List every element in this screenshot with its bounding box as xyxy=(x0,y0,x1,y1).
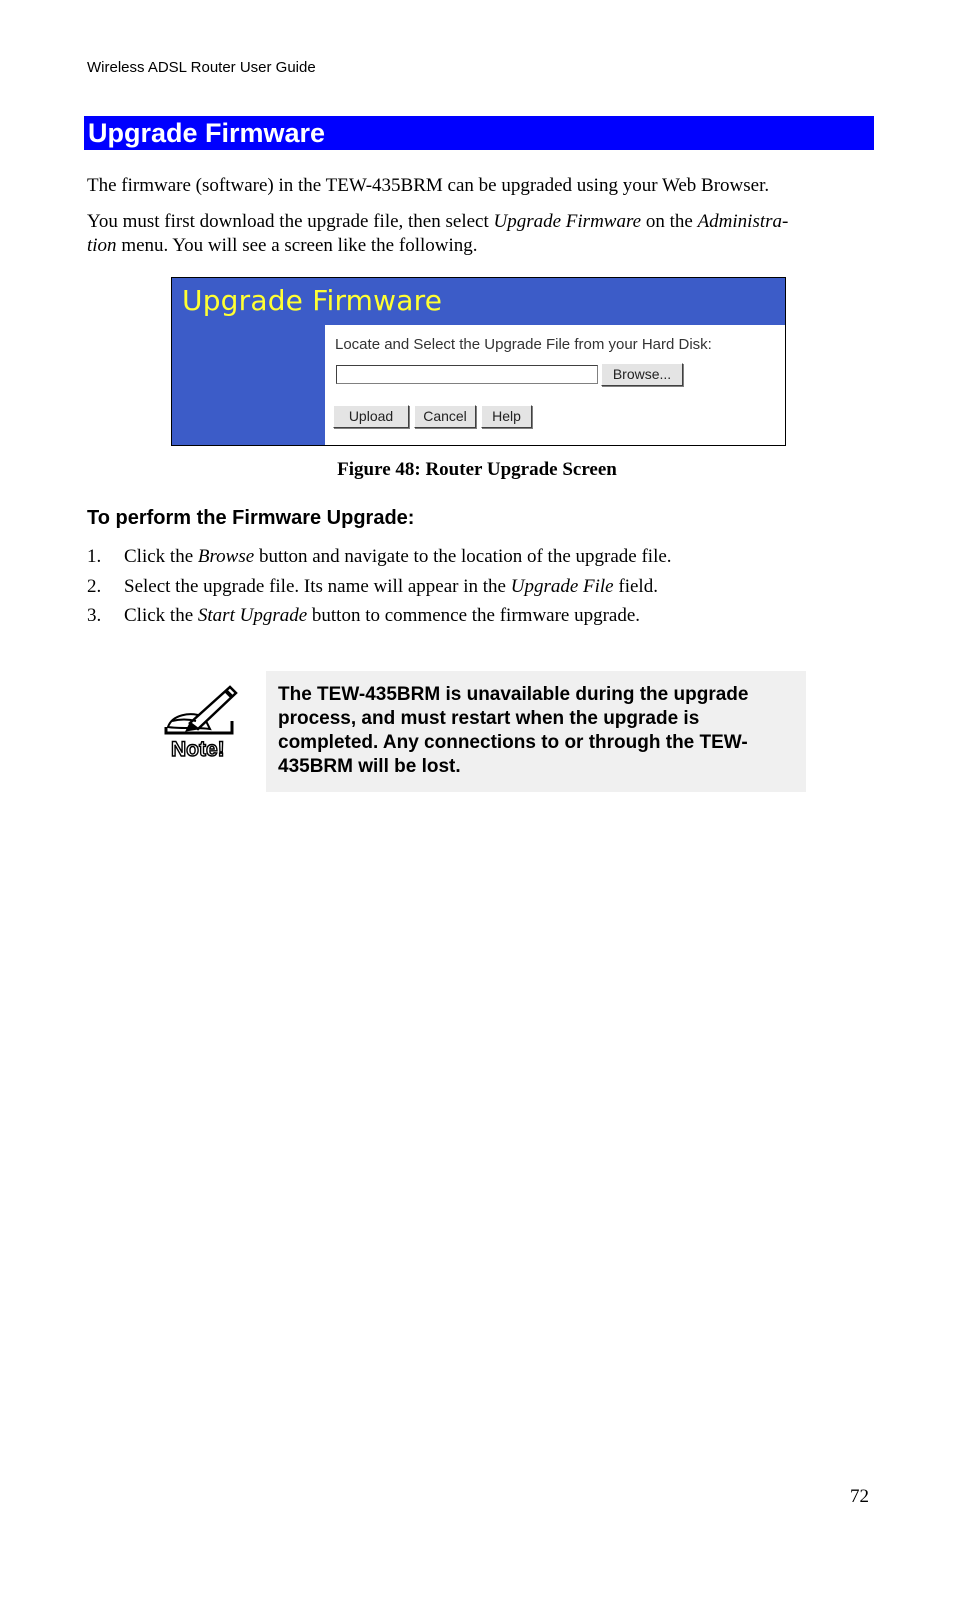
step-text-part: Select the upgrade file. Its name will appear in the xyxy=(124,576,511,597)
step-ui-term: Upgrade File xyxy=(510,576,614,597)
step-text-part: button and navigate to the location of the upgrade file. xyxy=(254,546,672,567)
intro-text: You must first download the upgrade file, then select xyxy=(87,211,494,232)
intro-text: on the xyxy=(641,211,698,232)
step-text xyxy=(124,575,658,599)
step-ui-term: Browse xyxy=(197,546,255,567)
note-icon-label: Note! xyxy=(171,738,225,761)
upgrade-screen-figure xyxy=(171,277,786,446)
figure-caption: Figure 48: Router Upgrade Screen xyxy=(337,459,617,480)
upgrade-file-label: Locate and Select the Upgrade File from your Hard Disk: xyxy=(335,336,712,353)
note-icon xyxy=(160,683,242,763)
help-button[interactable]: Help xyxy=(481,405,532,428)
page-number: 72 xyxy=(850,1486,869,1507)
note-box xyxy=(266,671,806,792)
section-title-bar xyxy=(84,116,874,150)
section-title: Upgrade Firmware xyxy=(88,118,326,148)
note-text: The TEW-435BRM is unavailable during the upgrade process, and must restart when the upgrade is completed. Any connections to or through the TEW-435BRM will be lost. xyxy=(278,684,749,777)
step-text xyxy=(124,545,672,569)
step-ui-term: Start Upgrade xyxy=(197,605,308,626)
step-number: 2. xyxy=(87,576,102,597)
screen-title: Upgrade Firmware xyxy=(182,284,443,317)
cancel-button[interactable]: Cancel xyxy=(414,405,476,428)
running-header: Wireless ADSL Router User Guide xyxy=(87,59,316,76)
intro-menu-name-cont: tion xyxy=(87,235,117,256)
note-pencil-icon xyxy=(160,683,242,763)
upload-button[interactable]: Upload xyxy=(333,405,409,428)
step-text-part: Click the xyxy=(124,605,198,626)
intro-paragraph-2 xyxy=(87,210,857,258)
step-number: 3. xyxy=(87,605,102,626)
browse-button[interactable]: Browse... xyxy=(601,363,683,386)
intro-paragraph-1: The firmware (software) in the TEW-435BRM can be upgraded using your Web Browser. xyxy=(87,175,770,196)
intro-text: menu. You will see a screen like the following. xyxy=(116,235,478,256)
step-number: 1. xyxy=(87,546,102,567)
intro-menu-item: Upgrade Firmware xyxy=(493,211,642,232)
intro-menu-name: Administra- xyxy=(697,211,789,232)
step-text-part: Click the xyxy=(124,546,198,567)
step-text-part: field. xyxy=(613,576,658,597)
upgrade-form-panel xyxy=(325,325,785,445)
step-text-part: button to commence the firmware upgrade. xyxy=(307,605,641,626)
step-text xyxy=(124,604,640,628)
upgrade-file-input[interactable] xyxy=(336,365,598,384)
procedure-heading: To perform the Firmware Upgrade: xyxy=(87,507,415,529)
